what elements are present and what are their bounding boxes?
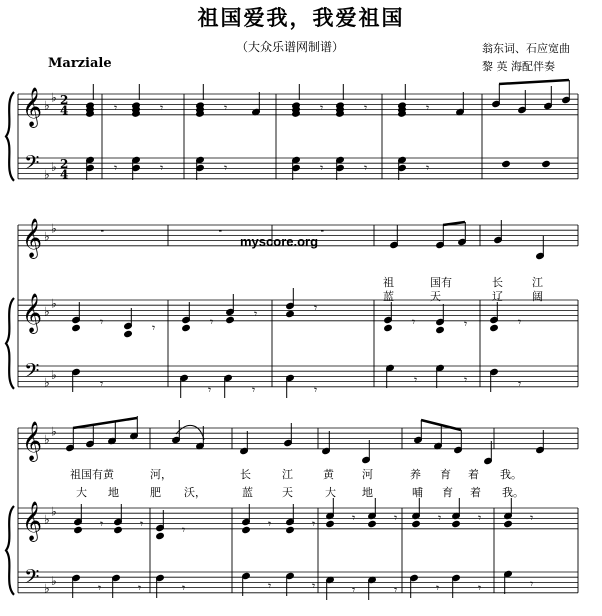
- bass-note: [542, 160, 551, 167]
- eighth-rest: 𝄾: [464, 317, 468, 331]
- piano-note: [412, 520, 421, 527]
- lyric-s3-v1-8: 着: [468, 468, 479, 481]
- time-signature-top: 2: [60, 93, 69, 107]
- key-flat: ♭: [44, 432, 50, 447]
- piano-note: [286, 310, 295, 317]
- eighth-rest: 𝄾: [352, 511, 356, 525]
- lyric-s3-v2-3: 沃，: [184, 486, 206, 499]
- bass-eighth-rest: 𝄾: [530, 577, 534, 591]
- piano-note: [182, 324, 191, 331]
- subtitle: （大众乐谱网制谱）: [236, 40, 345, 54]
- eighth-rest: 𝄾: [394, 511, 398, 525]
- beam: [73, 418, 137, 428]
- composer-credit: 翁东词、石应宽曲: [482, 42, 570, 55]
- watermark: myscore.org: [240, 234, 319, 249]
- bass-eighth-rest: 𝄾: [314, 383, 318, 397]
- bass-eighth-rest: 𝄾: [268, 579, 272, 593]
- piano-note: [368, 520, 377, 527]
- piano-note: [436, 326, 445, 333]
- lyric-s3-v1-5: 河: [362, 468, 373, 481]
- lyric-s2-v1-3: 江: [532, 276, 543, 289]
- lyric-s3-v2-1: 地: [108, 486, 119, 499]
- key-flat: ♭: [51, 159, 57, 174]
- eighth-rest: 𝄾: [320, 101, 324, 115]
- key-flat: ♭: [44, 375, 50, 390]
- lyric-s3-v1-9: 我。: [500, 468, 522, 481]
- lyric-s3-v2-10: 着: [470, 486, 481, 499]
- bass-eighth-rest: 𝄾: [160, 161, 164, 175]
- lyric-s2-v1-2: 长: [492, 276, 503, 289]
- whole-rest: 𝄻: [100, 226, 105, 240]
- whole-rest: 𝄻: [320, 226, 325, 240]
- piano-note: [326, 520, 335, 527]
- piano-note: [490, 324, 499, 331]
- key-flat: ♭: [44, 304, 50, 319]
- tempo-marking: Marziale: [48, 56, 112, 71]
- piano-note: [452, 520, 461, 527]
- time-signature-top: 2: [60, 157, 69, 171]
- lyric-s2-v2-1: 天: [430, 290, 441, 303]
- bass-eighth-rest: 𝄾: [312, 579, 316, 593]
- lyric-s3-v1-0: 祖国有黄: [70, 468, 114, 481]
- lyric-s3-v2-5: 天: [282, 486, 293, 499]
- bass-eighth-rest: 𝄾: [98, 581, 102, 595]
- lyric-s3-v2-2: 肥: [150, 486, 161, 499]
- piano-note: [114, 526, 123, 533]
- eighth-rest: 𝄾: [100, 315, 104, 329]
- key-flat: ♭: [51, 296, 57, 311]
- lyric-s3-v1-3: 江: [282, 468, 293, 481]
- piano-note: [242, 526, 251, 533]
- eighth-rest: 𝄾: [182, 523, 186, 537]
- lyric-s3-v2-7: 地: [362, 486, 373, 499]
- lyric-s3-v2-9: 育: [442, 486, 453, 499]
- eighth-rest: 𝄾: [210, 315, 214, 329]
- eighth-rest: 𝄾: [314, 301, 318, 315]
- beam: [443, 222, 465, 225]
- bass-eighth-rest: 𝄾: [208, 383, 212, 397]
- eighth-rest: 𝄾: [426, 101, 430, 115]
- eighth-rest: 𝄾: [140, 517, 144, 531]
- time-signature-bottom: 4: [60, 103, 69, 118]
- eighth-rest: 𝄾: [160, 101, 164, 115]
- bass-eighth-rest: 𝄾: [478, 581, 482, 595]
- lyric-s3-v2-0: 大: [76, 486, 87, 499]
- eighth-rest: 𝄾: [518, 315, 522, 329]
- time-signature-bottom: 4: [60, 167, 69, 182]
- bass-clef-s3: 𝄢: [24, 565, 40, 593]
- arranger-credit: 黎 英 海配伴奏: [482, 60, 555, 73]
- bass-eighth-rest: 𝄾: [426, 161, 430, 175]
- treble-clef-s3-2: 𝄞: [22, 501, 43, 541]
- piano-note: [226, 316, 235, 323]
- bass-eighth-rest: 𝄾: [518, 377, 522, 391]
- key-flat: ♭: [44, 229, 50, 244]
- bass-eighth-rest: 𝄾: [352, 583, 356, 597]
- treble-clef-s1-1: 𝄞: [22, 87, 43, 127]
- eighth-rest: 𝄾: [254, 307, 258, 321]
- eighth-rest: 𝄾: [478, 511, 482, 525]
- bass-note: [502, 160, 511, 167]
- treble-clef-s3-1: 𝄞: [22, 421, 43, 461]
- piano-note: [74, 526, 83, 533]
- lyric-s3-v2-11: 我。: [502, 486, 524, 499]
- bass-eighth-rest: 𝄾: [320, 161, 324, 175]
- bass-eighth-rest: 𝄾: [414, 373, 418, 387]
- whole-rest: 𝄻: [218, 226, 223, 240]
- brace: [6, 506, 14, 595]
- eighth-rest: 𝄾: [438, 511, 442, 525]
- eighth-rest: 𝄾: [268, 517, 272, 531]
- piano-note: [72, 324, 81, 331]
- lyric-s3-v1-4: 黄: [323, 468, 334, 481]
- bass-eighth-rest: 𝄾: [464, 373, 468, 387]
- bass-clef-s2: 𝄢: [24, 359, 40, 387]
- lyric-s2-v2-2: 辽: [492, 290, 503, 303]
- key-flat: ♭: [51, 367, 57, 382]
- eighth-rest: 𝄾: [412, 315, 416, 329]
- lyric-s3-v2-6: 大: [325, 486, 336, 499]
- piano-note: [504, 520, 513, 527]
- lyric-s3-v2-4: 蓝: [242, 486, 253, 499]
- lyric-s2-v2-0: 蓝: [383, 290, 394, 303]
- bass-eighth-rest: 𝄾: [436, 581, 440, 595]
- eighth-rest: 𝄾: [364, 101, 368, 115]
- page-title: 祖国爱我，我爱祖国: [197, 5, 405, 30]
- lyric-s3-v2-8: 哺: [412, 486, 423, 499]
- key-flat: ♭: [44, 512, 50, 527]
- lyric-s3-v1-1: 河，: [150, 468, 172, 481]
- piano-note: [156, 532, 165, 539]
- eighth-rest: 𝄾: [312, 517, 316, 531]
- key-flat: ♭: [51, 573, 57, 588]
- lyric-s2-v1-1: 国有: [430, 276, 452, 289]
- treble-clef-s2-2: 𝄞: [22, 293, 43, 333]
- eighth-rest: 𝄾: [152, 321, 156, 335]
- key-flat: ♭: [44, 167, 50, 182]
- bass-eighth-rest: 𝄾: [252, 383, 256, 397]
- lyric-s3-v1-2: 长: [240, 468, 251, 481]
- brace: [6, 298, 14, 389]
- key-flat: ♭: [51, 221, 57, 236]
- brace: [6, 92, 14, 181]
- bass-eighth-rest: 𝄾: [100, 377, 104, 391]
- lyric-s2-v2-3: 阔: [532, 290, 543, 303]
- piano-note: [286, 526, 295, 533]
- eighth-rest: 𝄾: [224, 101, 228, 115]
- bass-eighth-rest: 𝄾: [138, 581, 142, 595]
- lyric-s2-v1-0: 祖: [383, 276, 394, 289]
- key-flat: ♭: [44, 581, 50, 596]
- bass-eighth-rest: 𝄾: [182, 581, 186, 595]
- lyric-s3-v1-7: 育: [440, 468, 451, 481]
- treble-clef-s2-1: 𝄞: [22, 218, 43, 258]
- piano-note: [124, 330, 133, 337]
- bass-eighth-rest: 𝄾: [364, 161, 368, 175]
- key-flat: ♭: [51, 90, 57, 105]
- key-flat: ♭: [51, 424, 57, 439]
- piano-note: [384, 324, 393, 331]
- eighth-rest: 𝄾: [114, 101, 118, 115]
- bass-clef-s1: 𝄢: [24, 151, 40, 179]
- eighth-rest: 𝄾: [100, 517, 104, 531]
- beam: [499, 80, 569, 84]
- bass-eighth-rest: 𝄾: [394, 583, 398, 597]
- key-flat: ♭: [51, 504, 57, 519]
- eighth-rest: 𝄾: [530, 511, 534, 525]
- key-flat: ♭: [44, 98, 50, 113]
- lyric-s3-v1-6: 养: [410, 468, 421, 481]
- bass-eighth-rest: 𝄾: [224, 161, 228, 175]
- bass-eighth-rest: 𝄾: [114, 161, 118, 175]
